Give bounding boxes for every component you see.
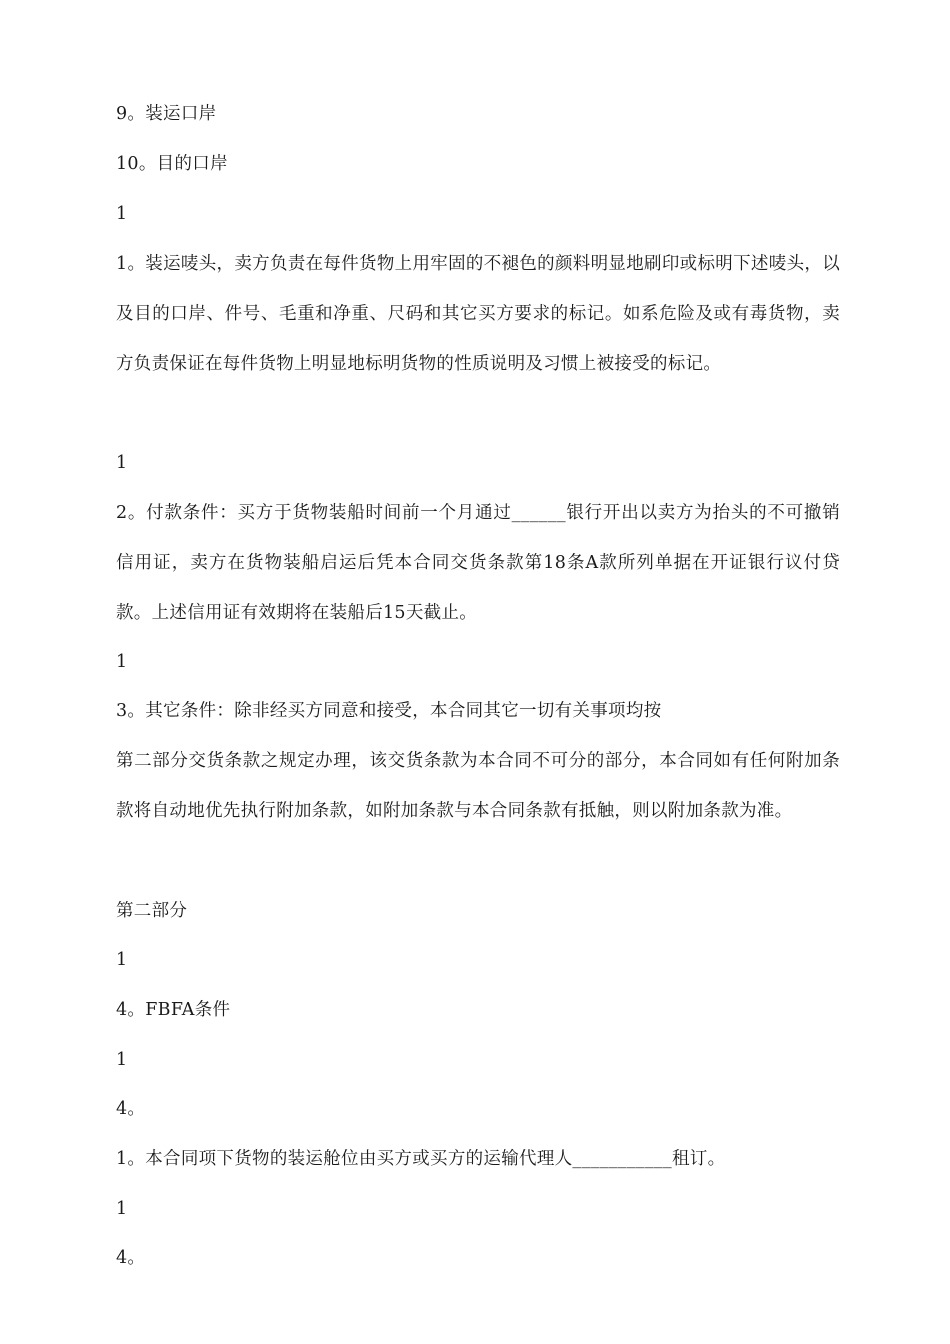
paragraph-port-of-destination: 10。目的口岸 [116, 154, 228, 174]
paragraph-payment-terms: 2。付款条件：买方于货物装船时间前一个月通过______银行开出以卖方为抬头的不可撤销信用证，卖方在货物装船启运后凭本合同交货条款第18条A款所列单据在开证银行议付贷款。上述信用证有效期将在装船后15天截止。 [116, 503, 840, 623]
paragraph-fbfa-terms: 4。FBFA条件 [116, 1000, 231, 1020]
paragraph-number: 1 [116, 652, 128, 672]
paragraph-clause-number: 4。 [116, 1248, 146, 1268]
paragraph-number: 1 [116, 950, 128, 970]
paragraph-port-of-loading: 9。装运口岸 [116, 104, 217, 124]
paragraph-delivery-terms-note: 第二部分交货条款之规定办理，该交货条款为本合同不可分的部分，本合同如有任何附加条款将自动地优先执行附加条款，如附加条款与本合同条款有抵触，则以附加条款为准。 [116, 751, 840, 821]
paragraph-shipping-space: 1。本合同项下货物的装运舱位由买方或买方的运输代理人___________租订。 [116, 1149, 726, 1169]
paragraph-clause-number: 4。 [116, 1099, 146, 1119]
document-page [116, 0, 840, 1344]
section-heading-part-two: 第二部分 [116, 901, 188, 921]
paragraph-number: 1 [116, 1199, 128, 1219]
paragraph-number: 1 [116, 453, 128, 473]
paragraph-number: 1 [116, 1050, 128, 1070]
paragraph-number: 1 [116, 204, 128, 224]
paragraph-shipping-marks: 1。装运唛头，卖方负责在每件货物上用牢固的不褪色的颜料明显地刷印或标明下述唛头，以及目的口岸、件号、毛重和净重、尺码和其它买方要求的标记。如系危险及或有毒货物，卖方负责保证在每件货物上明显地标明货物的性质说明及习惯上被接受的标记。 [116, 254, 840, 374]
paragraph-other-terms: 3。其它条件：除非经买方同意和接受，本合同其它一切有关事项均按 [116, 701, 662, 721]
